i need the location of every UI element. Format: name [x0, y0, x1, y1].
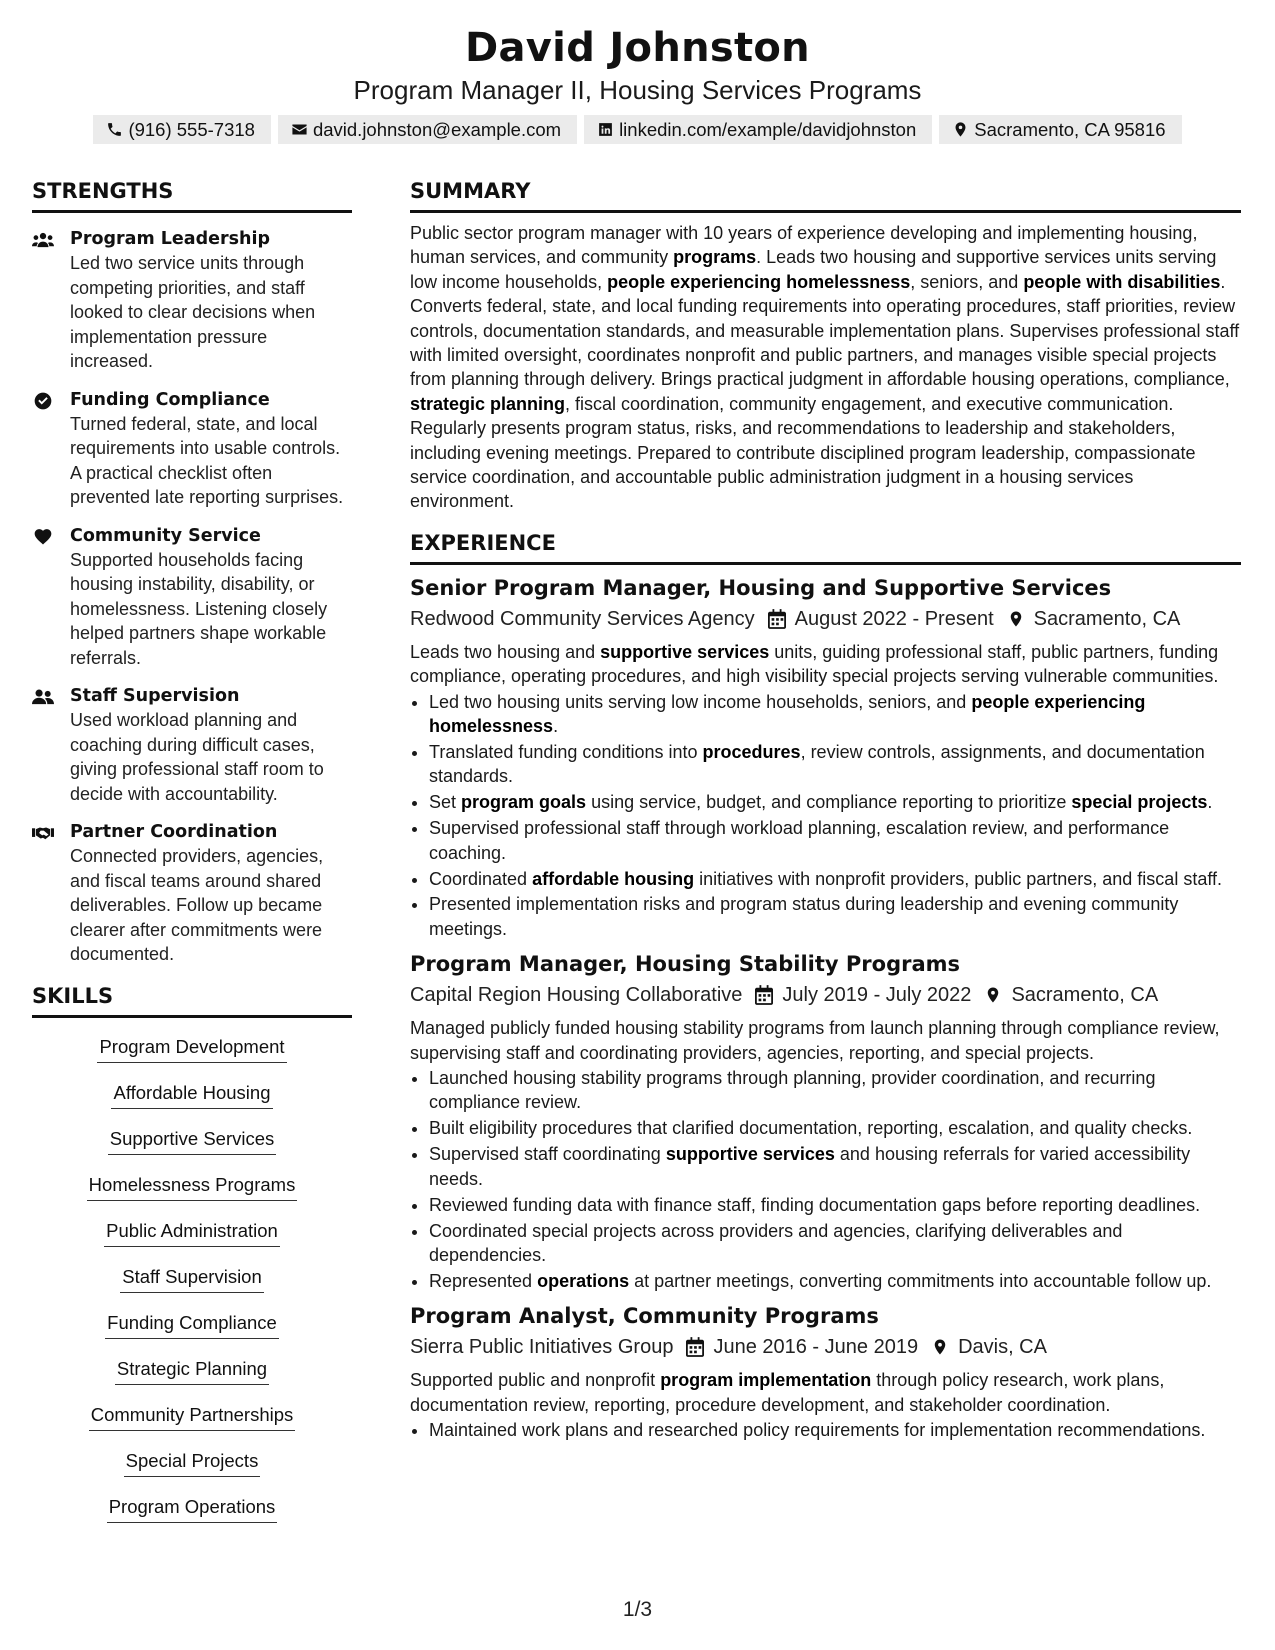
- text-run: Supported public and nonprofit: [410, 1370, 661, 1391]
- skill-item: Supportive Services: [108, 1126, 277, 1155]
- location-icon: [931, 1337, 949, 1357]
- text-run: .: [553, 716, 559, 737]
- strength-desc: Connected providers, agencies, and fiscal teams around shared deliverables. Follow up became clearer after commitments were documented.: [70, 846, 324, 964]
- job-dates: July 2019 - July 2022: [782, 984, 972, 1007]
- text-run: .: [1207, 792, 1213, 813]
- contact-location: [939, 115, 1181, 144]
- skills-heading: SKILLS: [32, 981, 352, 1018]
- text-run: . Leads two housing and supportive services units serving low income households,: [410, 247, 1217, 292]
- text-run: , fiscal coordination, community engagement, and executive communication. Regularly presents program status, risks, and recommendations to leadership and stakeholders, including evening meetings. Prepared to contribute disciplined program leadership, compassionate service coordination, and accountable public administration judgment in a housing services environment.: [410, 393, 1196, 512]
- location-icon: [952, 121, 969, 138]
- strength-desc: Turned federal, state, and local requirements into usable controls. A practical checklist often prevented late reporting surprises.: [70, 413, 344, 507]
- bold-keyword: supportive services: [665, 1144, 835, 1165]
- text-run: and housing referrals for varied accessibility needs.: [429, 1144, 1191, 1189]
- strength-title: Funding Compliance: [70, 389, 270, 410]
- job-bullets: [410, 690, 1241, 942]
- text-run: . Converts federal, state, and local funding requirements into operating procedures, staff priorities, review controls, documentation standards, and measurable implementation plans. Supervises professional staff with limited oversight, coordinates nonprofit and public partners, and manages visible special projects from planning through delivery. Brings practical judgment in affordable housing operations, compliance,: [410, 271, 1240, 390]
- job-bullet: [429, 690, 1241, 739]
- left-column: [32, 176, 352, 1540]
- skill-item: Staff Supervision: [120, 1264, 264, 1293]
- strength-desc: Supported households facing housing instability, disability, or homelessness. Listening closely helped partners shape workable referrals.: [70, 549, 328, 668]
- strengths-heading: STRENGTHS: [32, 176, 352, 213]
- strength-item: [32, 227, 352, 374]
- calendar-icon: [755, 985, 773, 1005]
- text-run: units, guiding professional staff, public partners, funding compliance, operating procedures, and high visibility special projects serving vulnerable communities.: [410, 641, 1219, 687]
- skill-item: Program Development: [97, 1034, 286, 1063]
- job-meta: [410, 604, 1241, 634]
- text-run: Presented implementation risks and program status during leadership and evening community meetings.: [429, 894, 1179, 939]
- strength-item: [32, 684, 352, 806]
- text-run: , review controls, assignments, and documentation standards.: [429, 742, 1205, 787]
- strength-desc: Led two service units through competing priorities, and staff looked to clear decisions when implementation pressure increased.: [70, 253, 316, 371]
- candidate-name: David Johnston: [465, 25, 810, 71]
- job-bullet: [429, 867, 1241, 891]
- strength-title: Community Service: [70, 525, 261, 546]
- text-run: Supervised professional staff through workload planning, escalation review, and performance coaching.: [429, 818, 1170, 863]
- calendar-icon: [686, 1337, 704, 1357]
- job-organization: Redwood Community Services Agency: [410, 607, 755, 630]
- job-dates: June 2016 - June 2019: [713, 1336, 919, 1359]
- skill-item: Strategic Planning: [115, 1356, 269, 1385]
- bold-keyword: program implementation: [660, 1370, 872, 1391]
- skill-item: Homelessness Programs: [87, 1172, 298, 1201]
- strength-desc: Used workload planning and coaching during difficult cases, giving professional staff room to decide with accountability.: [70, 710, 324, 804]
- summary-text: [410, 221, 1241, 514]
- job-location: Davis, CA: [958, 1336, 1047, 1359]
- skill-item: Special Projects: [124, 1448, 261, 1477]
- bold-keyword: people with disabilities: [1023, 271, 1221, 292]
- bold-keyword: strategic planning: [410, 393, 566, 414]
- bold-keyword: affordable housing: [532, 868, 695, 889]
- bold-keyword: procedures: [702, 742, 801, 762]
- bold-keyword: supportive services: [600, 641, 770, 662]
- bold-keyword: operations: [537, 1270, 630, 1291]
- location-icon: [984, 985, 1002, 1005]
- job-entry: [410, 573, 1241, 941]
- skills-list: [32, 1034, 352, 1540]
- job-bullet: [429, 740, 1241, 789]
- skill-item: Program Operations: [107, 1494, 278, 1523]
- contact-bar: [0, 115, 1275, 144]
- text-run: Built eligibility procedures that clarified documentation, reporting, escalation, and quality checks.: [429, 1118, 1193, 1139]
- contact-location-text: Sacramento, CA 95816: [974, 118, 1166, 140]
- strength-title: Program Leadership: [70, 229, 271, 249]
- resume-header: [0, 22, 1275, 144]
- bold-keyword: program goals: [461, 792, 587, 813]
- job-bullet: [429, 1193, 1241, 1217]
- bold-keyword: people experiencing homelessness: [607, 271, 911, 292]
- strength-title: Partner Coordination: [70, 822, 278, 842]
- skill-item: Public Administration: [104, 1218, 280, 1247]
- users-group-icon: [32, 230, 54, 250]
- job-meta: [410, 980, 1241, 1010]
- contact-email: [278, 115, 577, 144]
- job-organization: Sierra Public Initiatives Group: [410, 1336, 674, 1359]
- text-run: Set: [429, 792, 462, 813]
- job-bullet: [429, 1219, 1241, 1268]
- job-bullets: [410, 1066, 1241, 1293]
- text-run: Reviewed funding data with finance staff, finding documentation gaps before reporting deadlines.: [429, 1194, 1201, 1215]
- experience-list: [410, 573, 1241, 1443]
- job-bullet: [429, 1116, 1241, 1140]
- contact-linkedin-text: linkedin.com/example/davidjohnston: [619, 118, 917, 140]
- text-run: through policy research, work plans, documentation review, reporting, procedure development, and stakeholder coordination.: [410, 1370, 1165, 1415]
- skill-item: Funding Compliance: [105, 1310, 279, 1339]
- text-run: Managed publicly funded housing stability programs from launch planning through compliance review, supervising staff and coordinating providers, agencies, reporting, and special projects.: [410, 1018, 1220, 1063]
- job-bullet: [429, 1066, 1241, 1115]
- experience-heading: EXPERIENCE: [410, 528, 1241, 565]
- job-entry: [410, 949, 1241, 1293]
- contact-email-text: david.johnston@example.com: [312, 118, 562, 140]
- contact-phone-text: (916) 555-7318: [128, 118, 255, 140]
- contact-linkedin: [584, 115, 932, 144]
- job-organization: Capital Region Housing Collaborative: [410, 984, 743, 1007]
- text-run: at partner meetings, converting commitments into accountable follow up.: [629, 1270, 1212, 1291]
- job-bullet: [429, 816, 1241, 865]
- job-bullet: [429, 1269, 1241, 1293]
- text-run: Supervised staff coordinating: [429, 1144, 666, 1165]
- job-location: Sacramento, CA: [1033, 607, 1181, 630]
- job-bullet: [429, 1142, 1241, 1191]
- check-circle-icon: [32, 391, 54, 411]
- contact-phone: [93, 115, 271, 144]
- linkedin-icon: [597, 121, 614, 138]
- location-icon: [1007, 609, 1025, 629]
- skill-item: Affordable Housing: [111, 1080, 272, 1109]
- job-bullet: [429, 892, 1241, 941]
- job-meta: [410, 1332, 1241, 1362]
- text-run: Coordinated: [429, 868, 533, 889]
- right-column: [410, 176, 1241, 1444]
- bold-keyword: programs: [673, 247, 757, 268]
- summary-heading: SUMMARY: [410, 176, 1241, 213]
- text-run: Launched housing stability programs through planning, provider coordination, and recurring compliance review.: [429, 1068, 1156, 1113]
- job-dates: August 2022 - Present: [794, 607, 994, 630]
- text-run: Leads two housing and: [410, 641, 601, 662]
- text-run: Led two housing units serving low income households, seniors, and: [429, 691, 972, 712]
- strength-item: [32, 820, 352, 967]
- user-pair-icon: [32, 687, 54, 707]
- text-run: Maintained work plans and researched policy requirements for implementation recommendations.: [429, 1420, 1206, 1441]
- text-run: , seniors, and: [910, 271, 1024, 292]
- job-description: [410, 640, 1241, 689]
- text-run: Represented: [429, 1270, 538, 1291]
- strengths-list: [32, 227, 352, 967]
- job-description: [410, 1368, 1241, 1417]
- strength-title: Staff Supervision: [70, 686, 240, 706]
- job-bullets: [410, 1418, 1241, 1442]
- job-title: Senior Program Manager, Housing and Supportive Services: [410, 575, 1112, 600]
- text-run: using service, budget, and compliance reporting to prioritize: [586, 792, 1072, 813]
- job-bullet: [429, 1418, 1241, 1442]
- job-location: Sacramento, CA: [1011, 984, 1159, 1007]
- bold-keyword: special projects: [1071, 792, 1208, 813]
- strength-item: [32, 388, 352, 510]
- candidate-title: Program Manager II, Housing Services Programs: [353, 75, 922, 105]
- heart-icon: [32, 527, 54, 547]
- job-entry: [410, 1301, 1241, 1442]
- job-description: [410, 1016, 1241, 1065]
- phone-icon: [106, 121, 123, 138]
- strength-item: [32, 524, 352, 671]
- job-title: Program Manager, Housing Stability Programs: [410, 952, 961, 977]
- page-number: 1/3: [622, 1598, 653, 1621]
- job-title: Program Analyst, Community Programs: [410, 1304, 879, 1329]
- text-run: Public sector program manager with 10 years of experience developing and implementing housing, human services, and community: [410, 223, 1198, 268]
- email-icon: [291, 121, 308, 138]
- handshake-icon: [32, 823, 54, 843]
- text-run: Translated funding conditions into: [429, 742, 703, 762]
- job-bullet: [429, 790, 1241, 814]
- text-run: Coordinated special projects across providers and agencies, clarifying deliverables and dependencies.: [429, 1220, 1123, 1265]
- calendar-icon: [768, 609, 786, 629]
- skill-item: Community Partnerships: [89, 1402, 296, 1431]
- text-run: initiatives with nonprofit providers, public partners, and fiscal staff.: [694, 868, 1223, 889]
- bold-keyword: people experiencing homelessness: [429, 691, 1146, 737]
